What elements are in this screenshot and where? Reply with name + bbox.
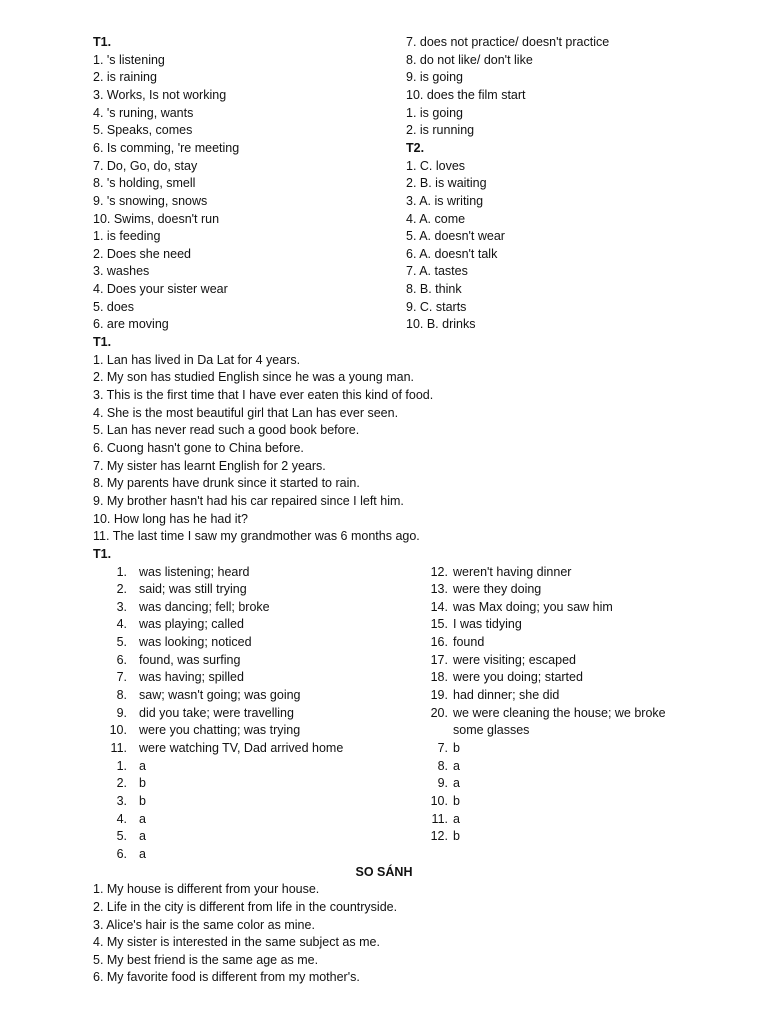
answer-line: 2. is raining <box>93 70 157 85</box>
answer-line: 7. My sister has learnt English for 2 years. <box>93 458 326 473</box>
answer-line: found <box>453 635 485 650</box>
item-number: 2. <box>116 776 127 791</box>
answer-line: was Max doing; you saw him <box>453 599 613 614</box>
answer-line: 10. does the film start <box>406 87 526 102</box>
answer-line: 1. Lan has lived in Da Lat for 4 years. <box>93 352 301 367</box>
answer-line: 2. Does she need <box>93 246 191 261</box>
item-number: 11. <box>431 811 448 826</box>
item-number: 12. <box>430 564 448 579</box>
answer-line: 4. 's runing, wants <box>93 105 194 120</box>
answer-line: did you take; were travelling <box>139 705 294 720</box>
item-number: 4. <box>116 617 127 632</box>
answer-line: 1. 's listening <box>93 52 165 67</box>
answer-line: 5. Speaks, comes <box>93 123 193 138</box>
item-number: 10. <box>109 723 127 738</box>
section-heading: T2. <box>406 140 425 155</box>
answer-line: 3. A. is writing <box>406 193 484 208</box>
item-number: 7. <box>116 670 127 685</box>
answer-line: a <box>453 776 460 791</box>
answer-line: a <box>139 829 146 844</box>
item-number: 9. <box>116 705 127 720</box>
answer-line: 8. My parents have drunk since it started to rain. <box>93 476 360 491</box>
item-number: 12. <box>430 829 448 844</box>
answer-line: was listening; heard <box>139 564 250 579</box>
item-number: 1. <box>116 758 127 773</box>
answer-line: 10. How long has he had it? <box>93 511 248 526</box>
answer-line: 1. C. loves <box>406 158 466 173</box>
item-number: 8. <box>116 688 127 703</box>
answer-line: weren't having dinner <box>453 564 572 579</box>
item-number: 2. <box>116 582 127 597</box>
item-number: 6. <box>116 846 127 861</box>
answer-line: 1. is feeding <box>93 229 161 244</box>
item-number: 4. <box>116 811 127 826</box>
answer-line: a <box>139 758 146 773</box>
answer-line: said; was still trying <box>139 582 247 597</box>
item-number: 5. <box>116 829 127 844</box>
answer-line: 1. is going <box>406 105 463 120</box>
answer-line: found, was surfing <box>139 652 241 667</box>
answer-line: 4. My sister is interested in the same subject as me. <box>93 935 380 950</box>
answer-line: we were cleaning the house; we broke <box>453 705 666 720</box>
section-heading: T1. <box>93 335 112 350</box>
answer-line: 6. Cuong hasn't gone to China before. <box>93 440 304 455</box>
item-number: 10. <box>430 793 448 808</box>
answer-line: was looking; noticed <box>139 635 252 650</box>
answer-line: 5. Lan has never read such a good book before. <box>93 423 360 438</box>
item-number: 7. <box>437 741 448 755</box>
answer-line: were they doing <box>453 582 542 597</box>
answer-line: a <box>139 846 146 861</box>
answer-line: were you chatting; was trying <box>139 723 301 738</box>
answer-line: I was tidying <box>453 617 522 632</box>
answer-line: was having; spilled <box>139 670 244 685</box>
answer-line: a <box>453 811 460 826</box>
answer-line: 3. Alice's hair is the same color as mine. <box>93 917 315 932</box>
answer-line: some glasses <box>453 723 530 738</box>
answer-line: 3. This is the first time that I have ever eaten this kind of food. <box>93 388 434 402</box>
answer-line: 8. B. think <box>406 282 462 297</box>
answer-line: 4. Does your sister wear <box>93 282 228 297</box>
answer-line: 2. My son has studied English since he was a young man. <box>93 370 415 385</box>
item-number: 11. <box>110 741 127 755</box>
answer-line: 3. Works, Is not working <box>93 87 227 102</box>
answer-line: 4. She is the most beautiful girl that Lan has ever seen. <box>93 405 399 420</box>
item-number: 20. <box>430 705 448 720</box>
item-number: 15. <box>430 617 448 632</box>
answer-line: were you doing; started <box>453 670 583 685</box>
answer-line: 7. does not practice/ doesn't practice <box>406 35 610 49</box>
answer-line: b <box>453 829 460 844</box>
answer-line: had dinner; she did <box>453 688 560 703</box>
answer-line: b <box>453 793 460 808</box>
answer-line: 9. is going <box>406 70 463 85</box>
section-title: SO SÁNH <box>355 864 413 879</box>
item-number: 16. <box>430 635 448 650</box>
item-number: 5. <box>116 635 127 650</box>
answer-line: 9. My brother hasn't had his car repaired since I left him. <box>93 493 404 508</box>
answer-line: b <box>139 776 146 791</box>
item-number: 8. <box>437 758 448 773</box>
item-number: 18. <box>430 670 448 685</box>
section-heading: T1. <box>93 35 112 49</box>
answer-line: 3. washes <box>93 264 150 279</box>
answer-line: 11. The last time I saw my grandmother was 6 months ago. <box>93 529 420 544</box>
answer-line: 8. 's holding, smell <box>93 176 196 191</box>
answer-line: 5. A. doesn't wear <box>406 229 505 244</box>
answer-line: 2. Life in the city is different from life in the countryside. <box>93 899 398 914</box>
item-number: 9. <box>437 776 448 791</box>
item-number: 3. <box>116 599 127 614</box>
answer-line: 2. is running <box>406 123 475 138</box>
answer-line: 10. B. drinks <box>406 317 476 332</box>
item-number: 14. <box>430 599 448 614</box>
answer-line: was playing; called <box>139 617 244 632</box>
item-number: 17. <box>430 652 448 667</box>
answer-line: 1. My house is different from your house. <box>93 882 320 897</box>
answer-line: were watching TV, Dad arrived home <box>139 741 344 755</box>
answer-line: 6. Is comming, 're meeting <box>93 140 240 155</box>
answer-line: was dancing; fell; broke <box>139 599 270 614</box>
answer-line: 10. Swims, doesn't run <box>93 211 220 226</box>
section-heading: T1. <box>93 546 112 561</box>
answer-line: saw; wasn't going; was going <box>139 688 301 703</box>
answer-line: 9. C. starts <box>406 299 467 314</box>
answer-line: a <box>453 758 460 773</box>
answer-line: 8. do not like/ don't like <box>406 52 533 67</box>
answer-line: b <box>453 741 460 755</box>
answer-line: were visiting; escaped <box>453 652 576 667</box>
item-number: 19. <box>430 688 448 703</box>
answer-line: 7. Do, Go, do, stay <box>93 158 198 173</box>
answer-line: 6. are moving <box>93 317 169 332</box>
item-number: 3. <box>116 793 127 808</box>
answer-line: 5. does <box>93 299 135 314</box>
answer-line: b <box>139 793 146 808</box>
item-number: 6. <box>116 652 127 667</box>
answer-line: 2. B. is waiting <box>406 176 487 191</box>
answer-line: 6. My favorite food is different from my mother's. <box>93 970 360 985</box>
answer-line: 6. A. doesn't talk <box>406 246 498 261</box>
item-number: 13. <box>430 582 448 597</box>
answer-line: 9. 's snowing, snows <box>93 193 208 208</box>
answer-line: 4. A. come <box>406 211 466 226</box>
answer-line: a <box>139 811 146 826</box>
answer-line: 5. My best friend is the same age as me. <box>93 952 319 967</box>
answer-line: 7. A. tastes <box>406 264 468 279</box>
item-number: 1. <box>116 564 127 579</box>
